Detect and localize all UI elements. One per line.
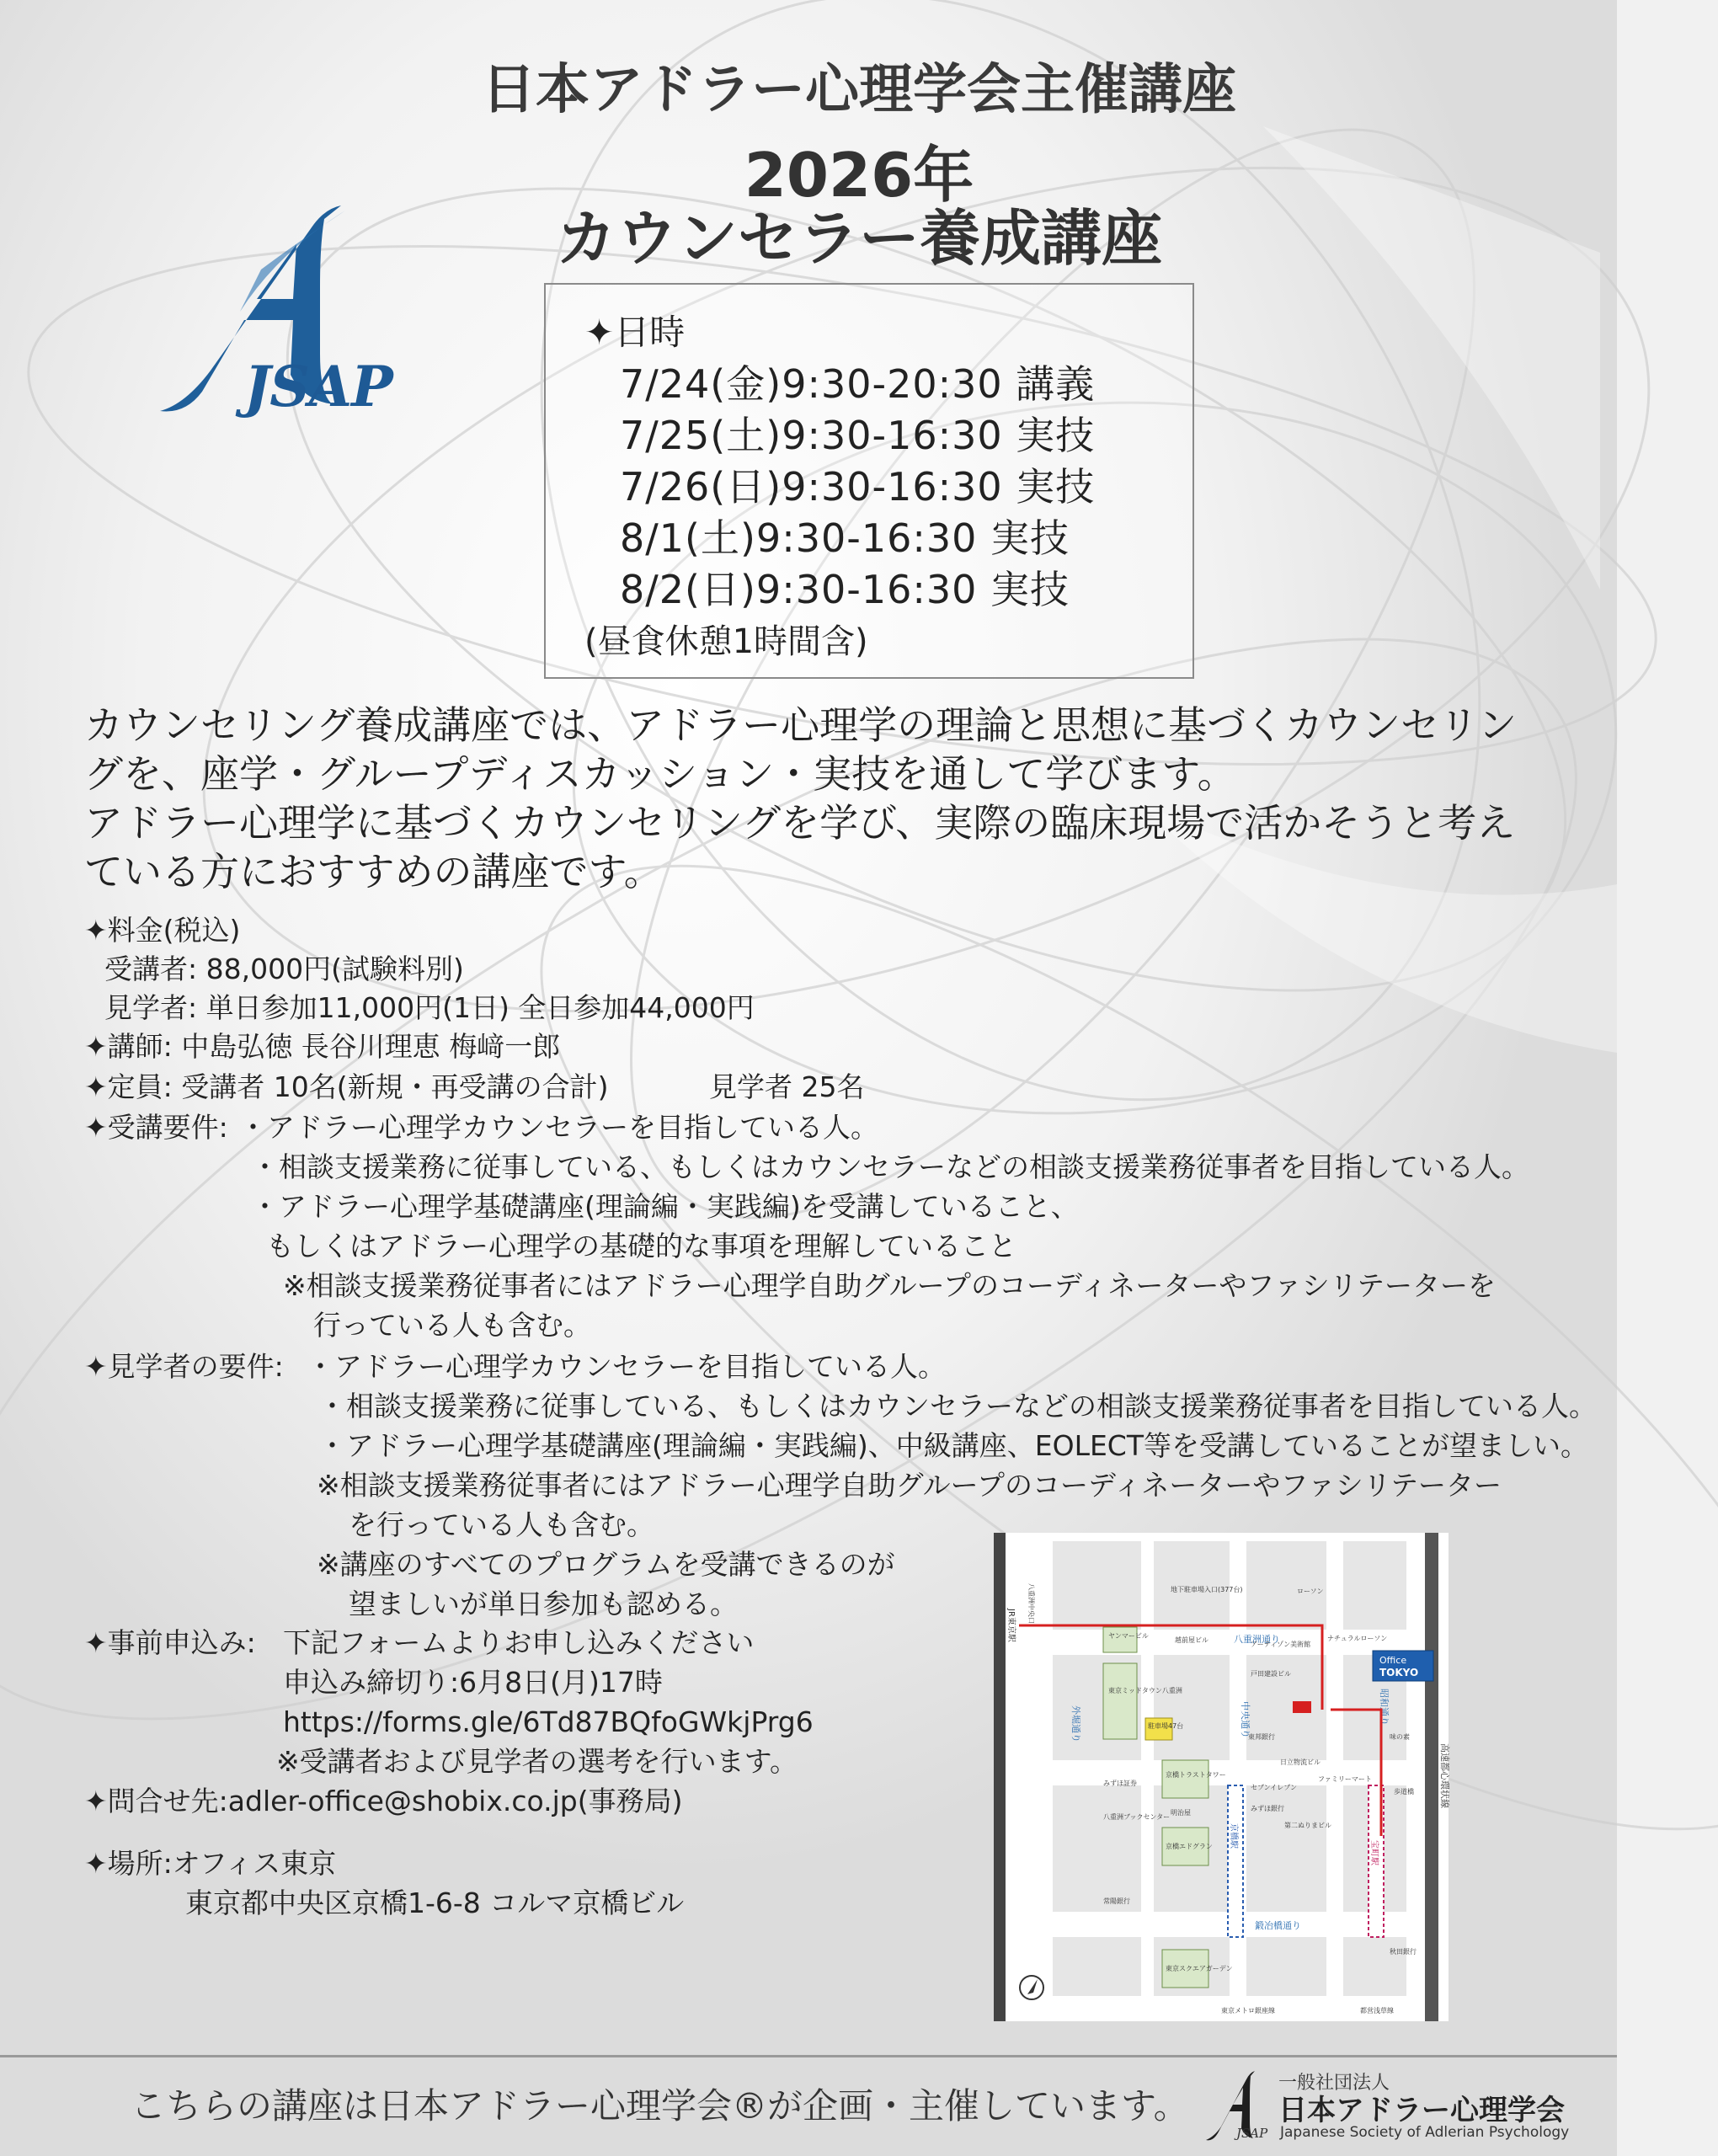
requirement-item: ・アドラー心理学カウンセラーを目指している人。	[239, 1111, 878, 1144]
map-building: ファミリーマート	[1318, 1775, 1372, 1783]
application-label: ✦事前申込み:	[84, 1626, 256, 1659]
venue-label: ✦場所:オフィス東京	[84, 1847, 337, 1880]
map-building: JR東京駅	[1006, 1609, 1016, 1642]
footer-org-english: Japanese Society of Adlerian Psychology	[1280, 2124, 1570, 2141]
map-building: 歩道橋	[1394, 1788, 1414, 1796]
map-building: 東京スクエアガーデン	[1166, 1965, 1233, 1972]
course-title: カウンセラー養成講座	[555, 203, 1162, 274]
footer-divider	[0, 2055, 1617, 2057]
requirement-item: ・相談支援業務に従事している、もしくはカウンセラーなどの相談支援業務従事者を目指している人。	[251, 1150, 1529, 1183]
map-label: 昭和通り	[1379, 1689, 1390, 1726]
map-label: 高速都心環状線	[1439, 1743, 1450, 1808]
map-building: 秋田銀行	[1390, 1948, 1417, 1956]
map-label: 外堀通り	[1070, 1705, 1081, 1742]
footer-logo-text: JSAP	[1236, 2126, 1268, 2141]
observer-requirement-note: ※相談支援業務従事者にはアドラー心理学自助グループのコーディネーターやファシリテーター	[317, 1469, 1502, 1502]
schedule-line: 7/24(金)9:30-20:30 講義	[620, 361, 1096, 407]
map-building: 京橋トラストタワー	[1166, 1771, 1226, 1779]
schedule-line: 8/1(土)9:30-16:30 実技	[620, 515, 1070, 561]
observer-requirement-item: ・アドラー心理学基礎講座(理論編・実践編)、中級講座、EOLECT等を受講していることが望ましい。	[318, 1429, 1589, 1462]
contact-email[interactable]: ✦問合せ先:adler-office@shobix.co.jp(事務局)	[84, 1785, 683, 1817]
access-map	[994, 1533, 1449, 2021]
map-building: 明治屋	[1171, 1809, 1191, 1817]
map-office-label: TOKYO	[1379, 1667, 1419, 1678]
requirements-label: ✦受講要件:	[84, 1111, 228, 1144]
schedule-note: (昼食休憩1時間含)	[584, 622, 868, 661]
intro-line: カウンセリング養成講座では、アドラー心理学の理論と思想に基づくカウンセリン	[84, 702, 1518, 748]
fee-student: 受講者: 88,000円(試験料別)	[104, 953, 464, 985]
map-building: ヤンマービル	[1108, 1632, 1149, 1640]
observer-requirement-item: ・相談支援業務に従事している、もしくはカウンセラーなどの相談支援業務従事者を目指している人。	[318, 1390, 1597, 1422]
map-building: 東邦銀行	[1248, 1733, 1275, 1741]
fee-observer: 見学者: 単日参加11,000円(1日) 全日参加44,000円	[104, 991, 755, 1024]
observer-requirement-note: を行っている人も含む。	[349, 1508, 654, 1541]
observer-requirement-note: ※講座のすべてのプログラムを受講できるのが	[317, 1548, 895, 1581]
map-building: みずほ銀行	[1251, 1805, 1284, 1812]
requirement-item: ・アドラー心理学基礎講座(理論編・実践編)を受講していること、	[251, 1190, 1079, 1223]
map-building: 日立物流ビル	[1280, 1758, 1321, 1766]
map-label: 八重洲通り	[1234, 1634, 1280, 1645]
schedule-heading: ✦日時	[584, 312, 686, 353]
map-building: 京橋エドグラン	[1166, 1843, 1213, 1850]
requirement-note: 行っている人も含む。	[313, 1309, 591, 1342]
map-label: 中央通り	[1240, 1701, 1251, 1738]
observer-requirements-label: ✦見学者の要件:	[84, 1350, 284, 1383]
footer-org-name: 日本アドラー心理学会	[1278, 2094, 1565, 2127]
observer-requirement-note: 望ましいが単日参加も認める。	[349, 1588, 738, 1620]
footer-text: こちらの講座は日本アドラー心理学会®が企画・主催しています。	[131, 2085, 1189, 2127]
application-deadline: 申込み締切り:6月8日(月)17時	[283, 1666, 663, 1699]
course-year: 2026年	[744, 140, 974, 211]
map-building: 都営浅草線	[1360, 2007, 1394, 2015]
observer-requirement-item: ・アドラー心理学カウンセラーを目指している人。	[307, 1350, 946, 1383]
instructors: ✦講師: 中島弘徳 長谷川理恵 梅﨑一郎	[84, 1030, 561, 1063]
intro-line: アドラー心理学に基づくカウンセリングを学び、実際の臨床現場で活かそうと考え	[84, 800, 1516, 846]
map-building: みずほ証券	[1103, 1780, 1137, 1787]
organizer-title: 日本アドラー心理学会主催講座	[482, 59, 1236, 121]
map-building: 東京ミッドタウン八重洲	[1108, 1687, 1182, 1694]
venue-address: 東京都中央区京橋1-6-8 コルマ京橋ビル	[185, 1886, 685, 1919]
map-building: 第二ぬりまビル	[1284, 1822, 1331, 1829]
map-building: 八重洲中央口	[1027, 1583, 1035, 1624]
fee-label: ✦料金(税込)	[84, 914, 241, 947]
footer-corp-type: 一般社団法人	[1278, 2073, 1390, 2094]
intro-text	[84, 701, 1583, 896]
map-building: ローソン	[1297, 1588, 1324, 1595]
schedule-line: 7/25(土)9:30-16:30 実技	[620, 413, 1096, 458]
map-building: ナチュラルローソン	[1327, 1635, 1388, 1642]
logo-jsap-text: JSAP	[244, 354, 392, 419]
schedule-line: 8/2(日)9:30-16:30 実技	[620, 567, 1070, 612]
application-instruction: 下記フォームよりお申し込みください	[283, 1626, 755, 1659]
intro-line: ている方におすすめの講座です。	[84, 849, 663, 894]
requirement-note: ※相談支援業務従事者にはアドラー心理学自助グループのコーディネーターやファシリテーターを	[283, 1269, 1497, 1302]
map-building: 八重洲ブックセンター	[1103, 1813, 1171, 1821]
map-station: 京橋駅	[1229, 1823, 1238, 1849]
map-building: 駐車場47台	[1148, 1722, 1184, 1730]
map-building: 味の素	[1390, 1733, 1410, 1741]
intro-line: グを、座学・グループディスカッション・実技を通して学びます。	[84, 751, 1236, 797]
schedule-line: 7/26(日)9:30-16:30 実技	[620, 464, 1096, 510]
map-building: 越前屋ビル	[1175, 1636, 1208, 1644]
map-building: 常陽銀行	[1103, 1897, 1130, 1905]
map-building: アーティゾン美術館	[1251, 1641, 1311, 1648]
map-building: 東京メトロ銀座線	[1221, 2007, 1275, 2015]
map-office-label: Office	[1379, 1655, 1407, 1666]
application-note: ※受講者および見学者の選考を行います。	[276, 1745, 798, 1778]
requirement-item: もしくはアドラー心理学の基礎的な事項を理解していること	[266, 1230, 1016, 1262]
map-building: 戸田建設ビル	[1251, 1670, 1291, 1678]
map-label: 鍛冶橋通り	[1255, 1920, 1301, 1931]
map-station: 宝町駅	[1369, 1840, 1379, 1865]
capacity-observer: 見学者 25名	[709, 1070, 865, 1103]
application-form-link[interactable]: https://forms.gle/6Td87BQfoGWkjPrg6	[283, 1705, 814, 1738]
map-building: セブンイレブン	[1251, 1784, 1297, 1791]
capacity: ✦定員: 受講者 10名(新規・再受講の合計)	[84, 1070, 609, 1103]
map-building: 地下駐車場入口(377台)	[1171, 1586, 1243, 1593]
